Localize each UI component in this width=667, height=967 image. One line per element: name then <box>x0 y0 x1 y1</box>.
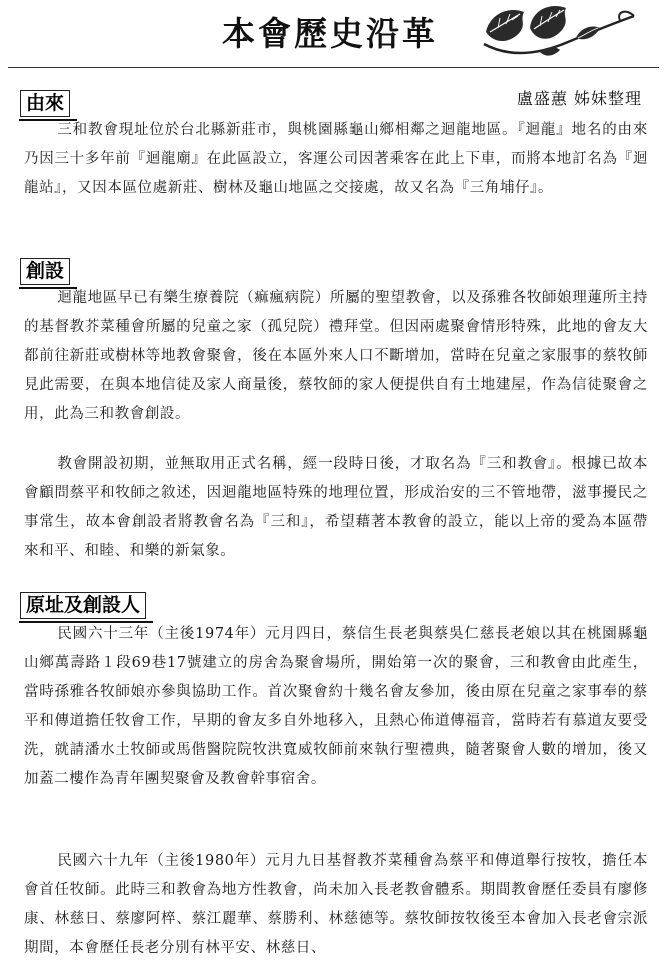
paragraph-original-site-2: 民國六十九年（主後1980年）元月九日基督教芥菜種會為蔡平和傳道舉行按牧，擔任本會首任牧師。此時三和教會為地方性教會，尚未加入長老教會體系。期間教會歷任委員有廖修康、林慈日、蔡廖阿椊、蔡江麗華、蔡勝利、林慈德等。蔡牧師按牧後至本會加入長老會宗派期間，本會歷任長老分別有林平安、林慈日、 <box>24 853 648 956</box>
leaf-ornament-icon <box>480 2 640 64</box>
section-heading-founding: 創設 <box>20 258 70 285</box>
paragraph-founding-2: 教會開設初期，並無取用正式名稱，經一段時日後，才取名為『三和教會』。根據已故本會顧問蔡平和牧師之敘述，因迴龍地區特殊的地理位置，形成治安的三不管地帶，滋事擾民之事常生，故本會創設者將教會名為『三和』，希望藉著本教會的設立，能以上帝的愛為本區帶來和平、和睦、和樂的新氣象。 <box>24 456 648 559</box>
header-rule <box>8 67 659 68</box>
section-heading-origin: 由來 <box>20 90 70 117</box>
author-credit: 盧盛蕙 姊妹整理 <box>516 89 642 108</box>
section-heading-original-site: 原址及創設人 <box>20 592 146 619</box>
paragraph-original-site-1: 民國六十三年（主後1974年）元月四日，蔡信生長老與蔡吳仁慈長老娘以其在桃園縣龜山鄉萬壽路１段69巷17號建立的房舍為聚會場所，開始第一次的聚會，三和教會由此產生，當時孫雅各牧師娘亦參與協助工作。首次聚會約十幾名會友參加，後由原在兒童之家事奉的蔡平和傳道擔任牧會工作，早期的會友多自外地移入，且熱心佈道傳福音，當時若有慕道友要受洗，就請潘水土牧師或馬偕醫院院牧洪寬威牧師前來執行聖禮典，隨著聚會人數的增加，後又加蓋二樓作為青年團契聚會及教會幹事宿舍。 <box>24 626 648 787</box>
paragraph-founding-1: 迴龍地區早已有樂生療養院（痲瘋病院）所屬的聖望教會，以及孫雅各牧師娘理蓮所主持的基督教芥菜種會所屬的兒童之家（孤兒院）禮拜堂。但因兩處聚會情形特殊，此地的會友大都前往新莊或樹林等地教會聚會，後在本區外來人口不斷增加，當時在兒童之家服事的蔡牧師見此需要，在與本地信徒及家人商量後，蔡牧師的家人便提供自有土地建屋，作為信徒聚會之用，此為三和教會創設。 <box>24 290 648 422</box>
page-title: 本會歷史沿革 <box>222 14 438 53</box>
paragraph-origin: 三和教會現址位於台北縣新莊市，與桃園縣龜山鄉相鄰之迴龍地區。『迴龍』地名的由來乃因三十多年前『迴龍廟』在此區設立，客運公司因著乘客在此上下車，而將本地訂名為『迴龍站』，又因本區位處新莊、樹林及龜山地區之交接處，故又名為『三角埔仔』。 <box>24 122 648 196</box>
